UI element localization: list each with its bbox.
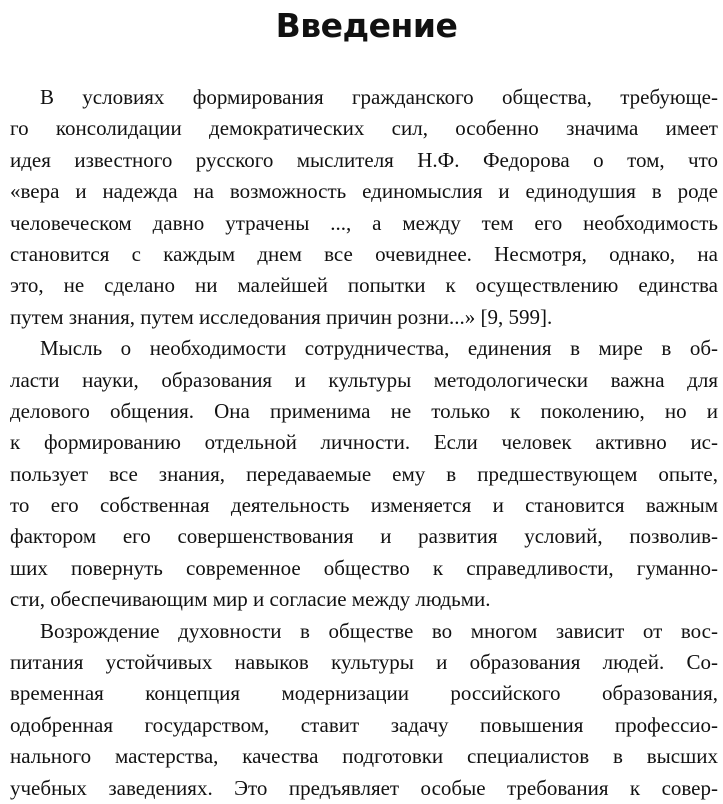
text-line: путем знания, путем исследования причин розни...» [9, 599].: [10, 304, 553, 329]
page-title: Введение: [275, 6, 458, 45]
text-line: пользует все знания, передаваемые ему в предшествующем опыте,: [10, 461, 718, 486]
text-line: фактором его совершенствования и развития условий, позволив-: [10, 524, 718, 549]
text-line: го консолидации демократических сил, особенно значима имеет: [10, 116, 718, 141]
text-line: одобренная государством, ставит задачу повышения профессио-: [10, 712, 718, 737]
text-line: ших повернуть современное общество к справедливости, гуманно-: [10, 555, 718, 580]
body-text: [10, 82, 723, 804]
text-line: становится с каждым днем все очевиднее. Несмотря, однако, на: [10, 241, 718, 266]
text-line: «вера и надежда на возможность единомыслия и единодушия в роде: [10, 179, 718, 204]
text-line: нального мастерства, качества подготовки специалистов в высших: [10, 744, 718, 769]
text-line: то его собственная деятельность изменяется и становится важным: [10, 493, 718, 518]
text-line: к формированию отдельной личности. Если человек активно ис-: [10, 430, 718, 455]
text-line: Мысль о необходимости сотрудничества, единения в мире в об-: [40, 336, 718, 361]
text-line: человеческом давно утрачены ..., а между тем его необходимость: [10, 210, 718, 235]
text-line: сти, обеспечивающим мир и согласие между людьми.: [10, 587, 491, 612]
paragraph-3: [10, 616, 723, 804]
text-line: это, не сделано ни малейшей попытки к осуществлению единства: [10, 273, 718, 298]
document-page: [10, 0, 723, 804]
text-line: Возрождение духовности в обществе во многом зависит от вос-: [40, 618, 718, 643]
paragraph-1: [10, 82, 723, 333]
text-line: идея известного русского мыслителя Н.Ф. Федорова о том, что: [10, 147, 718, 172]
text-line: В условиях формирования гражданского общества, требующе-: [40, 85, 718, 109]
text-line: учебных заведениях. Это предъявляет особые требования к совер-: [10, 775, 718, 800]
paragraph-2: [10, 333, 723, 616]
text-line: ласти науки, образования и культуры методологически важна для: [10, 367, 718, 392]
text-line: питания устойчивых навыков культуры и образования людей. Со-: [10, 650, 718, 675]
text-line: делового общения. Она применима не только к поколению, но и: [10, 398, 718, 423]
text-line: временная концепция модернизации российского образования,: [10, 681, 718, 706]
